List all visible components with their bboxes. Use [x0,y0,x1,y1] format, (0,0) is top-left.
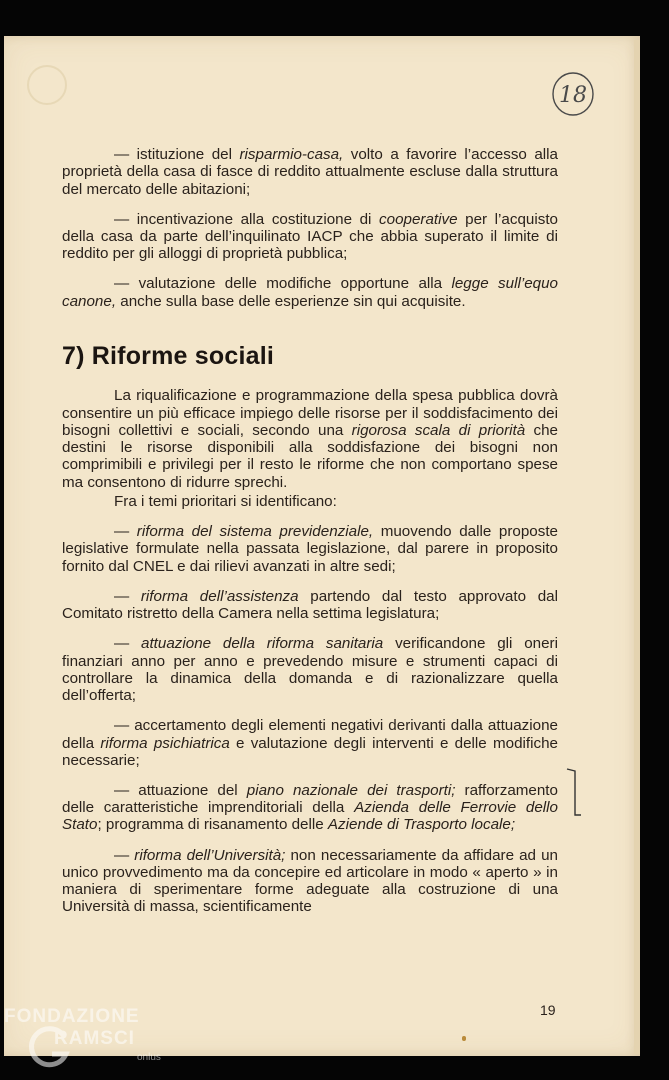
paragraph [62,523,558,575]
paragraph [62,493,558,510]
text-run: Fra i temi prioritari si identificano: [114,493,337,511]
page-edge [634,40,640,1054]
paragraph [62,847,558,916]
paragraph [62,717,558,769]
text-run: ; programma di risanamento delle [97,816,328,834]
bottom-paragraphs [62,387,558,916]
watermark-line2: RAMSCI [54,1028,135,1049]
faded-stamp-mark [24,62,70,108]
text-run: e valutazione degli interventi e delle modifiche necessarie; [62,734,558,769]
text-run: volto a favorire l’accesso alla proprietà della casa di fasce di reddito attualmente escluse dalla struttura del mercato delle abitazioni; [62,146,559,198]
watermark-line1: FONDAZIONE [4,1006,140,1027]
text-run: non necessariamente da affidare ad un unico provvedimento ma da concepire ed articolare in modo « aperto » in maniera di sperimentare forme adeguate alla costruzione di una Università di massa, scientificamente [62,846,558,916]
handwritten-page-number-circle [551,69,595,117]
text-run: — incentivazione alla costituzione di [114,210,380,228]
italic-text: riforma del sistema previdenziale, [136,523,374,541]
paragraph [62,387,558,491]
text-run: — [114,846,135,864]
italic-text: riforma psichiatrica [100,734,230,752]
italic-text: riforma dell’Università; [134,846,286,864]
italic-text: Azienda delle Ferrovie dello Stato [62,799,558,834]
italic-text: cooperative [379,210,458,228]
text-run: muovendo dalle proposte legislative formulate nella passata legislazione, dal parere in proposito fornito dal CNEL e dai rilievi avanzati in altre sedi; [62,523,558,575]
paragraph [62,146,558,198]
text-run: — valutazione delle modifiche opportune alla [114,275,452,293]
paragraph [62,782,558,834]
text-run: — [114,523,137,541]
text-run: — [114,635,141,653]
text-run: che destini le risorse disponibili alla soddisfazione dei bisogni non comprimibili e privilegi per il resto le riforme che non comportano spese ma consentono di ridurre sprechi. [62,421,558,491]
text-run: rafforzamento delle caratteristiche imprenditoriali della [62,781,558,817]
margin-note-number: 18 [559,83,587,108]
italic-text: legge sull’equo canone, [62,275,558,310]
text-run: per l’acquisto della casa da parte dell’inquilinato IACP che abbia superato il limite di reddito per gli alloggi di proprietà pubblica; [62,210,558,263]
paragraph [62,211,558,263]
section-heading: 7) Riforme sociali [62,341,274,370]
italic-text: riforma dell’assistenza [140,587,299,605]
italic-text: rigorosa scala di priorità [351,421,526,439]
text-run: — istituzione del [114,146,240,163]
text-run: — accertamento degli elementi negativi derivanti dalla attuazione della [62,717,558,752]
italic-text: piano nazionale dei trasporti; [246,781,456,799]
page-number: 19 [540,1002,556,1018]
paper-speck [462,1036,466,1041]
paragraph [62,588,558,623]
italic-text: Aziende di Trasporto locale; [327,816,516,834]
italic-text: attuazione della riforma sanitaria [141,635,384,653]
handwritten-margin-bracket [563,767,583,819]
top-paragraphs [62,146,558,310]
text-run: anche sulla base delle esperienze sin qui acquisite. [116,292,466,310]
paragraph [62,635,558,704]
text-run: La riqualificazione e programmazione della spesa pubblica dovrà consentire un più efficace impiego delle risorse per il soddisfacimento dei bisogni collettivi e sociali, secondo una [62,387,558,439]
text-run: partendo dal testo approvato dal Comitato ristretto della Camera nella settima legislatura; [62,587,558,623]
watermark-suffix: onlus [137,1052,161,1063]
body-text [62,146,558,929]
text-run: — attuazione del [114,781,247,799]
text-run: verificandone gli oneri finanziari anno per anno e prevedendo misure e strumenti capaci di controllare la dinamica della domanda e di razionalizzare quella dell’offerta; [62,635,558,705]
paragraph [62,275,558,310]
italic-text: risparmio-casa, [239,146,344,163]
watermark [4,1006,204,1076]
text-run: — [114,587,141,605]
